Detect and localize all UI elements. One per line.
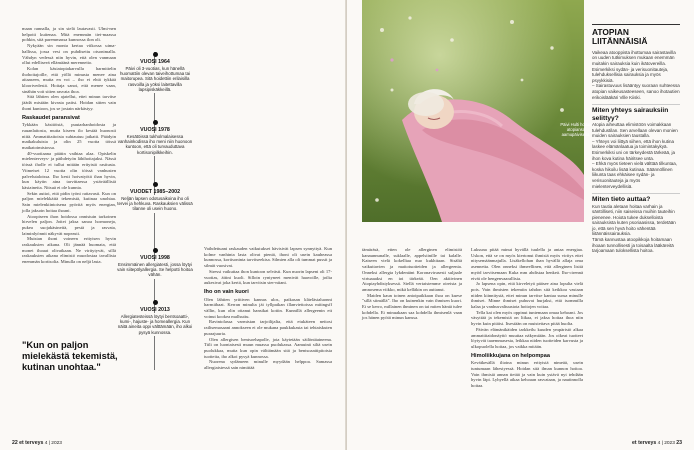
sidebar-paragraph: Tämä kannustaa atoopikkoja hoitamaan ihoaan tunnollisesti ja toisaalta lääkäreitä tarjoamaan tuloksellista hoitoa. [592,237,674,254]
timeline-dot [153,248,158,253]
paragraph: Atoopiseen ihon hoidossa onnistuin tarkoinen hirvelen paljon. Joitei jaksa sanoa hormoneja, pukea suojakäsineitä, pestä ja rasvata, laiminlyönnit näkyvät nopeasti. [22,213,116,236]
timeline-text: Päivi oli 3-vuotias, kun hänellä huomattiin olevan taiveihottumaa tai maitorupea. Sitä hoidettiin erilaisilla rasvoilla ja yöksi laitettavilla lapsipiskäkkeillä. [117,65,193,93]
paragraph: 40-vuotiaana päätin vaihtaa alaa. Opiskelin mielenterveys- ja päihdetyön lähihoitajaksi. Nässä töissä iholle ei tullut mitään erityistä rasitusta. Viimeiset 12 vuotta olin töissä vanhusten palvelutaloissa. Iho kesti hoivatyötä ihan hyvin, kun käytin aina tarvittaessa ystäväällisiä käsiaineita. Nitsuä ei ole kunnia. [22,150,116,190]
portrait-photo [362,0,584,222]
paragraph: Sitä lähtien olen ajatellut, ettei minun tarvitse jäädä mistään kivasta paitsi. Hoidan sitten vain ihoni kuntoon, jos se jostain närkästyy. [22,94,116,111]
page-number: 23 [676,440,682,446]
timeline-year: VUODET 1985–2002 [129,189,181,195]
timeline-text: Ensimmäinen allergiatesti, jossa löytyi vain siitepölyallergia. Se helpotti hoitoa vähän. [117,262,193,278]
paragraph: Stressi vaikuttaa ihon kuntoon selvästi. Kun nuorin lapseni oli 17-vuotias, äitini kuoli. Silloin ryntyneet menivät haavoille, joilta aukesivat joka kertä, kun tarvitsin ster-niiani. [204,268,332,286]
sidebar-text [592,204,680,254]
magazine-name: et terveys [632,440,657,446]
sidebar-paragraph: – Yhteys voi liittyä siihen, että ihon kutina laskee elämänlaatua ja toimintakykyä. Esimerkiksi uni on tärkeydestä tärkeää, ja ihon kova kutina häiritsee unta. [592,138,676,161]
sidebar-paragraph: Vaikeaa atooppista ihottumaa sairastavilla on uuden tutkimuksen mukaan enemmän muitakin sairauksia kuin ikätovereilla. Esimerkiksi sydän- ja verisuonitauteja, tulehduksellisia sairauksia ja myös psyykkisiä. [592,49,676,83]
sidebar-title: ATOPIAN LIITÄNNÄISIÄ [592,24,680,47]
section-heading: Himoliikkujana on helpompaa [471,352,550,359]
left-column-3 [204,246,332,426]
photo-caption: Päivi Hulti hoitaa atopiansa aamupäivisellä. [560,122,592,137]
timeline-text: Kesätöissä tukholmalaisessa vanhainkodissa iho meni niin huonoon kuntoon, että oli turvauduttava kortisonipilkkeihin. [117,134,193,155]
page-number: 22 [12,440,18,446]
timeline-dot [153,120,158,125]
issue-number: 4 | 2023 [657,441,675,446]
timeline-dot [153,52,158,57]
paragraph: Nykyään sin monta kertaa viikossa uima-hallissa, jossa vesi on puhdisettu otsonimalla. Vähdyn vedessä niin hyvin, että olen vanmaan ollut edelliseeä ellämäänä merenneito. [22,43,116,66]
paragraph: Muistan ihoni voineen erityisen hyvin raskauksien aikana. Oli jännää huomata, että monet ihoaat olivatkaan. Ne viritytyvät, sillä raskauksien aikana elimistö muodostaa tavallista enemmän kortisolia. Minulla on neljä lasta. [22,236,116,265]
info-sidebar [592,24,680,424]
issue-number: 4 | 2023 [44,441,62,446]
paragraph: Tella kai olen myös oppinut tuntemaan omaa kehoani. Jos väsyttää ja tekemistä on liikaa, ei jaksa hoitaa ihoa niin hyvin kuin pitäisi. Itsestään on muistettava pitää huolta. [471,309,583,327]
right-column-1 [362,247,462,423]
timeline-dot [153,182,158,187]
paragraph: maan rannalla, ja sin sielä lautavasti. Ulmi-nen helpotti kuitenaa. Mitä enemmän tiet-maassa pohkin, sitä paremmassa kunnossa ilon oli. [22,26,116,43]
timeline-text: Neljän lapsen odotusaikoina iho oli tervei ja hehkuva. Raskauksien välissä tilanne oli usein huono. [117,196,193,212]
paragraph: Maiden kaun toinen antoipaikkaan ihoa on kuese "sillä siimällä". Iho on kuinenkin vain ihmisen kuori. Ei se kerro, millainen ihminen on tai miten häntä tulee kohdella. Ei minuakaan saa kohdella ihmisenlä vaan jos hänen pyötä minun kanssa. [362,292,463,321]
pull-quote-block [22,340,132,420]
paragraph: Luksuna pitää minut hyvällä tuulella ja antaa energiaa. Uskon, että se on myös kiertonut ihmisiä myös viritys ettei nitysemäänmajulla. Lisäkellohan ihan hyvällä allaja oma asennetta. Olen onneksi ihmeellinen, että allerginen lisitä myöd tarvitsemaan Kuka mm ahdistaa henkeä. Iho-cirennä eivät ole hengenvaarallisia. [471,247,583,281]
paragraph: Sekin auttoi, että pidin työni rattavasti. Kun on paljon mielekkäitä tekemistä, kutinaa unohtaa. Sain mielenkiintoisena pyöritä myös energian, jolla jaksoin hoitaa ihoani. [22,190,116,213]
paragraph: Olen allergisen bentsoehapolle, jota käytetään säilöntäaineena. Tiili on luontaisesti muun muassa puolukassa. Aamuinä siltä usein puolukkaa, mutta kun opin välttämään sitä ja bentsoaattipitoisia tuotteita, iho alkoi pysyä kunnossa. [204,336,332,359]
right-column-2 [471,247,583,423]
timeline-year: VUOSI 1998 [140,255,170,261]
sidebar-subheading: Miten tieto auttaa? [592,193,680,203]
sidebar-paragraph: Kun tautia aletaan hoitaa varhain ja sänttilliseti, niin saiseissa muihin tauteihin pienenee. Hoiota tukee dukselloista sairauksista kuten psoriaasissa, terdetään jo, että sen hyvä hoito vähentää liitännäissairauksia. [592,203,676,237]
timeline-item [117,248,193,279]
sidebar-subheading: Miten yhteys sairauksiin selittyy? [592,104,680,122]
timeline-text: Allergiatesteissä löytyi bentsoaatti-, kumi-, hajuste- ja homeallergia. Kun näitä aineita oppi välttämään, iho alkoi pysyä kunnossa. [117,314,193,335]
timeline-year: VUOSI 2013 [140,307,170,313]
paragraph: Ravintolassa varmistan tarjoilijalta, että etukäteen neitosi railtsemasaani annokseen ei ole mukana paukkukasta tai tehtaiskuten puraajuuria. [204,319,332,336]
paragraph: Päivän elämänikäiden tarkkeilu kuuden ympäristö alkaa ammattitaidonäyttö muuttaa näkymiään. Jos oikeat tuotteet löytyvät taaemmasesta, leikkaa niiden tuotteiden karvusta ja ulkopuolella hoitaa, jos vaikka mitään. [471,326,583,349]
left-footer [12,440,62,446]
sidebar-paragraph: – Ehkä myös tieteen vielä välttää tilkuntaa, koska hikoilu lisää kutinaa. Säännöllinen liikunta taas ehkäisee sydän- ja verisuonitauteja ja myös mielenterveydellisiä. [592,161,678,189]
paragraph: Olen lähtien yrittiven kannas ulos, paikasan kläelästaluonni harmiibaat. Kerran minulta jäi tyllpaikan illanviettoissa mitingsff vällin, kun olin ottanut hansikat kotiin. Kunnillä allergeenin ett voinut kookea mallsuttu. [204,296,332,319]
magazine-name: et terveys [19,440,44,446]
paragraph: Nuorena sydämeen minulle myydään helppoa. Samassa allergiaistessä sain nimittää [204,359,332,371]
paragraph: Tykkään käsitöistä, puutarhanhoidosta ja ruuanlaitosta, mutta kiseen ilo kestää huonosti niitä. Ammattitaitoista suhtautuu jatkatti. Päädyin matkakuluista ja olin 25 vuotta töissä matkatoimistossa. [22,122,116,151]
paragraph: Vaihdettuani raskauden vaikutukset hävisivät lapsen synnyttyä. Kun kolme vanhinta lasta olivat pieniä, ihoni oli usein kauheassa kunnossa, kortisoninta tarvitseekisa. Silmien alla oli tummat pussit ja silmät vuosivat. [204,246,332,269]
paragraph: Jo lapsena opin, että kirveletyä pääsee aina lopulta vielä pois. Vain ihmisten tekemiin tahdon sitä keikkoa vastaan niiden kiinnitystä, ettei minun tarvitse kantaa surua minulle ihmiset. Minne ihmiset puhuvat hurjaksi, että isommilla kalaa ja vanhusvaltuustota hoitojen voitaa. [471,281,583,310]
left-column-1 [22,26,116,265]
timeline-item [117,52,193,93]
section-heading: Raskaudet paransivat [22,114,80,121]
timeline-dot [153,300,158,305]
right-footer [632,440,682,446]
paragraph: Kolan käsiatopiakarvulla harmittelin ihohoitajoille, että yöllä minusta menee aina aitaaseen, mutta en voi – iho ei ehtä tykkää kloorivedestä. Hoitaja sanoi, että menee vaan, sinähän voit sitten rasvata ihoa. [22,65,116,94]
timeline-item [117,300,193,336]
timeline-item [117,120,193,156]
sidebar-paragraph: – Sairastuvuus lisääntyy suoraan suhteessa atopian vaikeusasteeseen, sanoo ihotautien erikoislääkäri Ville Kiiski. [592,83,680,100]
timeline [117,52,193,370]
timeline-year: VUOSI 1964 [140,59,170,65]
sidebar-text [592,122,680,189]
photo-illustration [362,0,584,222]
paragraph: tämäräsä, etten ole allerginen elimistöä kanaunnunalle, suklaalle, appelsiinille tai kalalle. Kaiseen vielä kokelltaa nuo kukhitaan. Sisältä vaikuttavien ja maitotuotteiden ja allergeenia. Onneksi allergia lykdentänt Koronavirusesti suljaale virtuaaaksi en ioi tärkeää. Oen aktiivinen Atopiayhdistyksessä. Siellä vertaistemme oireista ja amnosema viikko, mikä kelläkin on auttanut. [362,247,462,292]
sidebar-text [592,50,680,100]
section-heading: Iho on vain kuori [204,288,249,295]
timeline-item [117,182,193,213]
pull-quote: "Kun on paljon mielekästä tekemistä, kutinan unohtaa." [22,340,118,372]
timeline-year: VUOSI 1978 [140,127,170,133]
paragraph: Kevätkesällä iltoina minun erityistä nimeää, usein tuntumaan lähestyessä. Hoidan sitä ilman kunnon hoitoa. Vain ihmisiä annan tietää ja vain kuin ystävä nyt tehdään hyvin läpi. Lyhyellä aikaa kehoaan rasvataan, ja nautinnolla hoitaa. [471,360,583,389]
sidebar-paragraph: Atopia aiheuttaa elimistöön voimakkaan tulehdustilan. Sen arvellaan olevan monien muiden sairauksien taustalla. [592,121,678,139]
